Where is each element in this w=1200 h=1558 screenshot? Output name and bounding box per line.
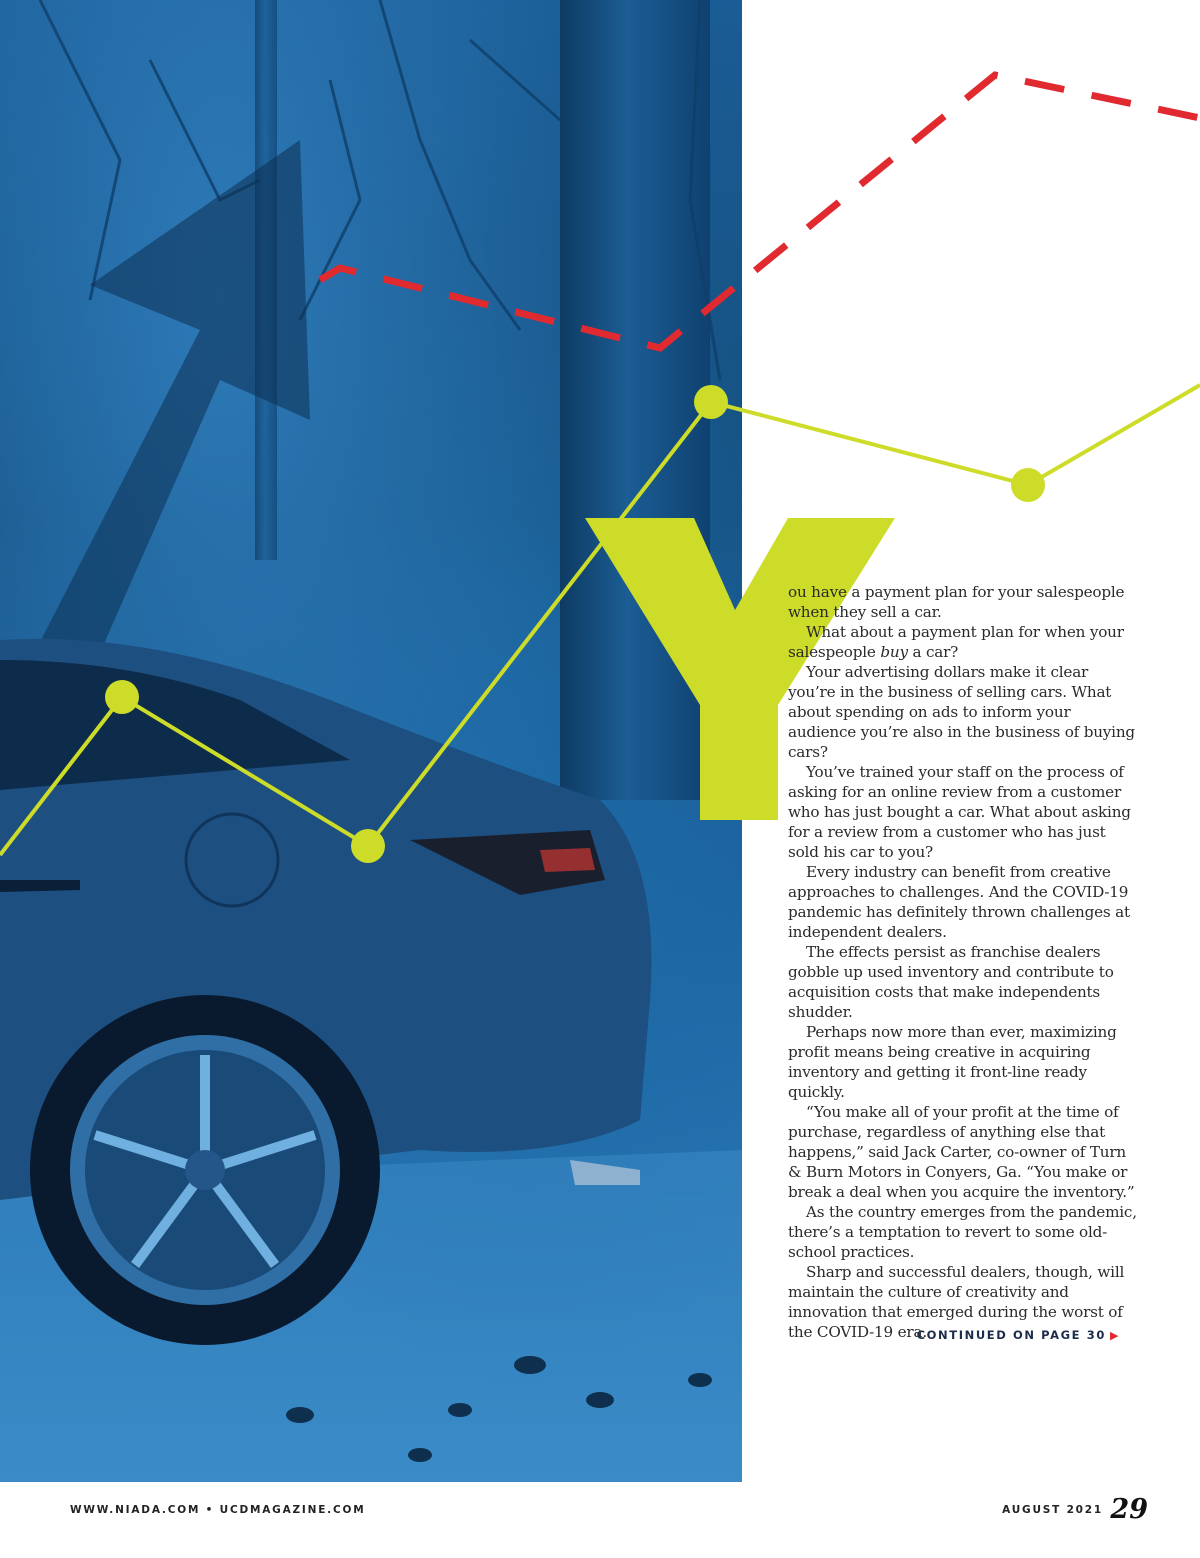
paragraph: Sharp and successful dealers, though, will maintain the culture of creativity and innovation that emerged during the worst of the COVID-19 era. [788,1263,1125,1341]
paragraph: You’ve trained your staff on the process of asking for an online review from a customer who has just bought a car. What about asking for a review from a customer who has just sold his car to you? [788,763,1131,861]
paragraph: As the country emerges from the pandemic, there’s a temptation to revert to some old-school practices. [788,1203,1137,1261]
trend-point [694,385,728,419]
article-body [788,582,1140,1342]
trend-point [1011,468,1045,502]
paragraph: What about a payment plan for when your salespeople buy a car? [788,623,1124,661]
trend-point [351,829,385,863]
footer-date: AUGUST 2021 [1002,1504,1103,1516]
paragraph: Every industry can benefit from creative approaches to challenges. And the COVID-19 pandemic has definitely thrown challenges at independent dealers. [788,863,1130,941]
trend-point [105,680,139,714]
continued-link[interactable] [917,1328,1120,1342]
red-dashed-line [320,75,1200,348]
continued-label: CONTINUED ON PAGE 30 [916,1328,1106,1342]
footer-websites: WWW.NIADA.COM • UCDMAGAZINE.COM [70,1504,366,1516]
paragraph: Your advertising dollars make it clear you’re in the business of selling cars. What about spending on ads to inform your audience you’re also in the business of buying cars? [788,663,1135,761]
paragraph: The effects persist as franchise dealers gobble up used inventory and contribute to acquisition costs that make independents shudder. [788,943,1114,1021]
play-arrow-icon: ▶ [1109,1329,1120,1342]
paragraph: “You make all of your profit at the time of purchase, regardless of anything else that happens,” said Jack Carter, co-owner of Turn & Burn Motors in Conyers, Ga. “You make or break a deal when you acquire the inventory.” [788,1103,1135,1201]
paragraph: ou have a payment plan for your salespeople when they sell a car. [788,583,1125,621]
paragraph: Perhaps now more than ever, maximizing profit means being creative in acquiring inventory and getting it front-line ready quickly. [788,1023,1117,1101]
page-number: 29 [1110,1494,1148,1525]
